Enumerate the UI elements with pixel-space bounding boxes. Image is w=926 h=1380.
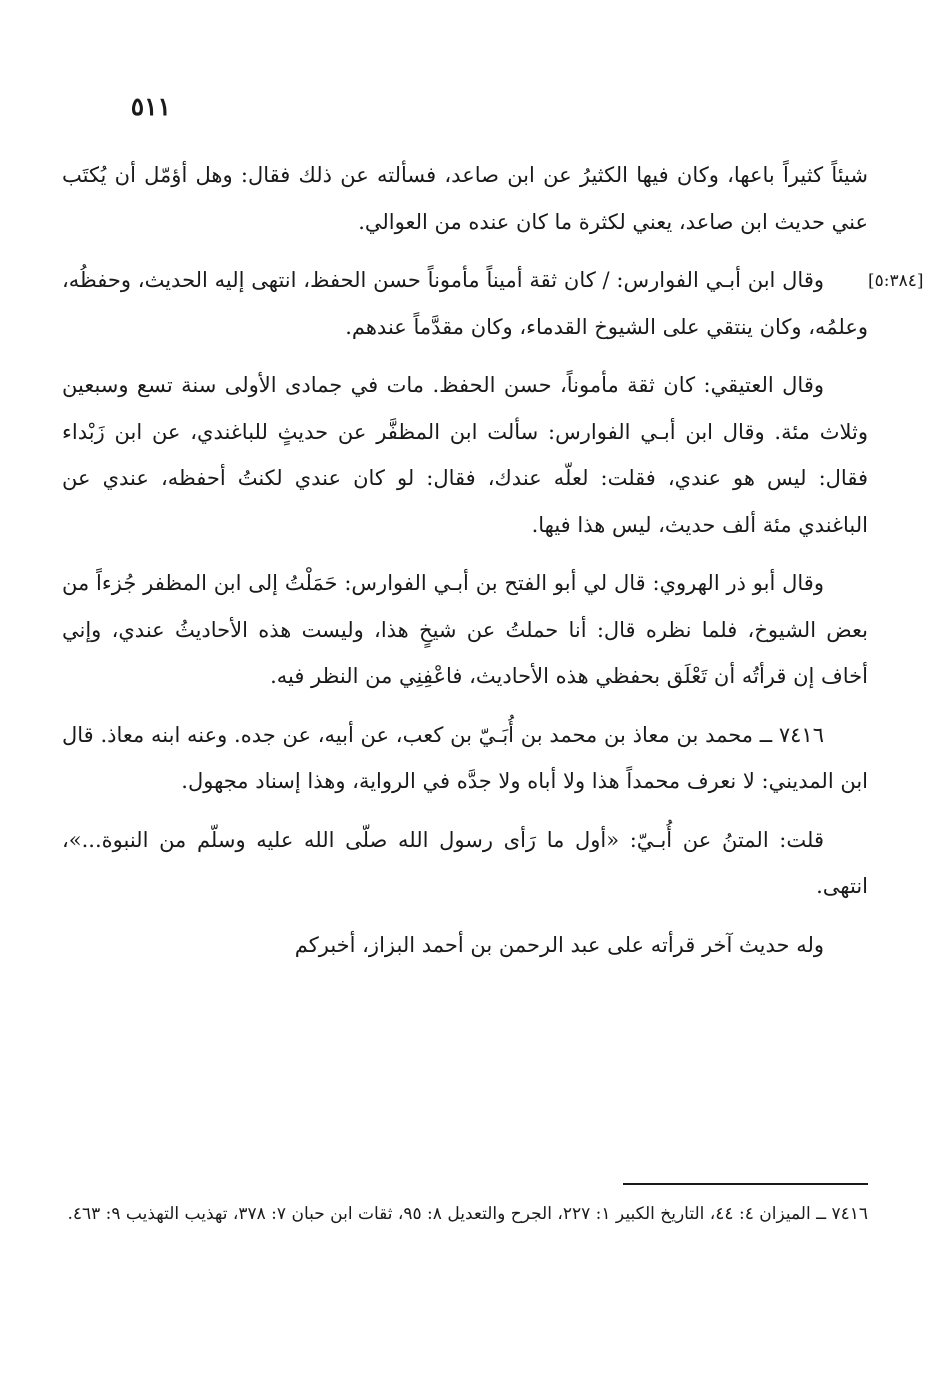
paragraph: شيئاً كثيراً باعها، وكان فيها الكثيرُ عن ابن صاعد، فسألته عن ذلك فقال: وهل أؤمّل أن يُكتَب عني حديث ابن صاعد، يعني لكثرة ما كان عنده من العوالي. — [62, 163, 868, 234]
paragraph: قلت: المتنُ عن أُبـيّ: «أول ما رَأى رسول الله صلّى الله عليه وسلّم من النبوة...»، انتهى. — [62, 827, 868, 898]
entry-paragraph: ٧٤١٦ ــ محمد بن معاذ بن محمد بن أُبَـيّ بن كعب، عن أبيه، عن جده. وعنه ابنه معاذ. قال ابن المديني: لا نعرف محمداً هذا ولا أباه ولا جدَّه في الرواية، وهذا إسناد مجهول. — [62, 722, 868, 793]
paragraph: وقال أبو ذر الهروي: قال لي أبو الفتح بن أبـي الفوارس: حَمَلْتُ إلى ابن المظفر جُزءاً من بعض الشيوخ، فلما نظره قال: أنا حملتُ عن شيخٍ هذا، وليست هذه الأحاديثُ عندي، وإني أخاف إن قرأتُه أن تَعْلَق بحفظي هذه الأحاديث، فاعْفِنِي من النظر فيه. — [62, 571, 868, 688]
margin-page-reference: [٥:٣٨٤] — [868, 271, 924, 291]
footnote: ٧٤١٦ ــ الميزان ٤: ٤٤، التاريخ الكبير ١: ٢٢٧، الجرح والتعديل ٨: ٩٥، ثقات ابن حبان ٧: ٣٧٨، تهذيب التهذيب ٩: ٤٦٣. — [67, 1204, 868, 1224]
footnote-divider — [623, 1183, 868, 1185]
paragraph: وقال ابن أبـي الفوارس: / كان ثقة أميناً مأموناً حسن الحفظ، انتهى إليه الحديث، وحفظُه، وعلمُه، وكان ينتقي على الشيوخ القدماء، وكان مقدَّماً عندهم. — [62, 268, 868, 339]
main-text — [62, 152, 868, 980]
paragraph: وقال العتيقي: كان ثقة مأموناً، حسن الحفظ. مات في جمادى الأولى سنة تسع وسبعين وثلاث مئة. وقال ابن أبـي الفوارس: سألت ابن المظفَّر عن حديثٍ للباغندي، عن ابن زَبْداء فقال: ليس هو عندي، فقلت: لعلّه عندك، فقال: لو كان عندي لكنتُ أحفظه، عندي عن الباغندي مئة ألف حديث، ليس هذا فيها. — [62, 373, 868, 537]
paragraph: وله حديث آخر قرأته على عبد الرحمن بن أحمد البزاز، أخبركم — [294, 932, 824, 957]
page-number: ٥١١ — [130, 92, 171, 121]
